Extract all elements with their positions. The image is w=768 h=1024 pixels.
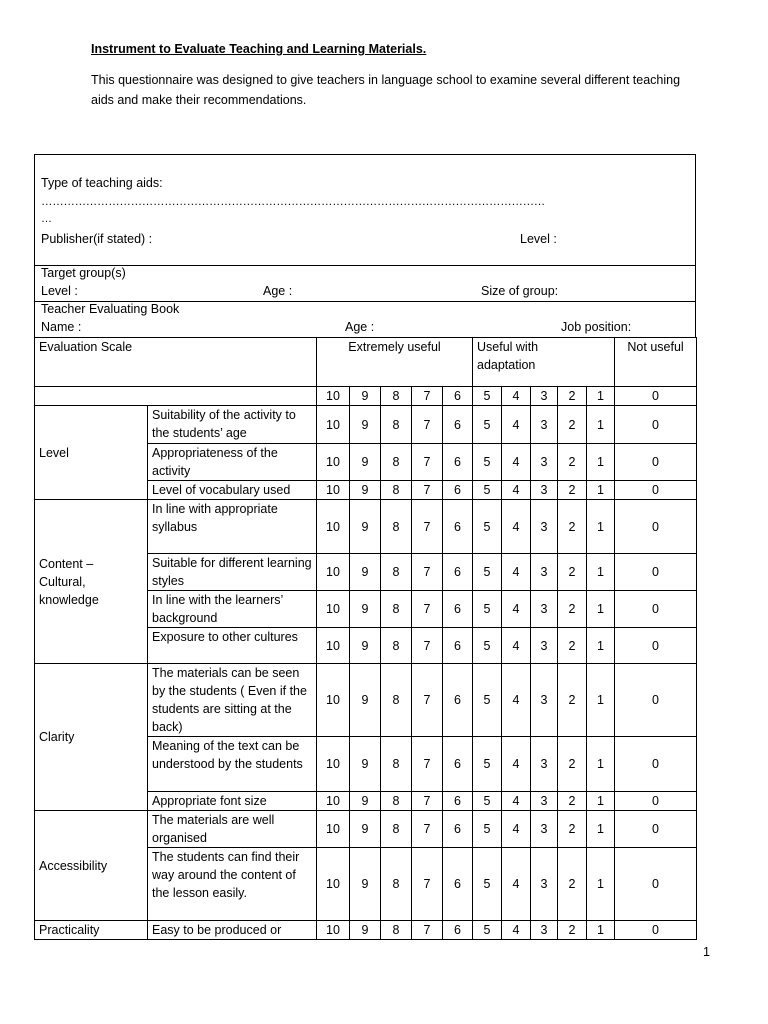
rating-cell[interactable]: 10 — [317, 406, 350, 444]
rating-cell[interactable]: 0 — [615, 591, 697, 628]
rating-cell[interactable]: 7 — [412, 444, 443, 481]
rating-cell[interactable]: 8 — [381, 792, 412, 811]
rating-cell[interactable]: 4 — [502, 628, 531, 664]
teaching-aid-header-box — [34, 154, 696, 266]
rating-cell[interactable]: 8 — [381, 664, 412, 737]
rating-cell[interactable]: 2 — [558, 737, 587, 792]
rating-cell[interactable]: 7 — [412, 792, 443, 811]
rating-cell[interactable]: 3 — [531, 481, 558, 500]
rating-cell[interactable]: 4 — [502, 848, 531, 921]
scale-number: 6 — [443, 387, 473, 406]
rating-cell[interactable]: 7 — [412, 406, 443, 444]
category-cell: Accessibility — [35, 811, 148, 921]
scale-header-row — [35, 338, 697, 387]
rating-cell[interactable]: 2 — [558, 500, 587, 554]
evaluation-scale-label: Evaluation Scale — [35, 338, 317, 387]
rating-cell[interactable]: 0 — [615, 444, 697, 481]
scale-number: 3 — [531, 387, 558, 406]
rating-cell[interactable]: 5 — [473, 737, 502, 792]
rating-cell[interactable]: 2 — [558, 628, 587, 664]
rating-cell[interactable]: 7 — [412, 481, 443, 500]
rating-cell[interactable]: 8 — [381, 628, 412, 664]
scale-number: 2 — [558, 387, 587, 406]
rating-cell[interactable]: 10 — [317, 481, 350, 500]
rating-cell[interactable]: 5 — [473, 811, 502, 848]
scale-number: 0 — [615, 387, 697, 406]
rating-cell[interactable]: 5 — [473, 554, 502, 591]
rating-cell[interactable]: 8 — [381, 500, 412, 554]
rating-cell[interactable]: 8 — [381, 406, 412, 444]
rating-cell[interactable]: 9 — [350, 406, 381, 444]
rating-cell[interactable]: 1 — [587, 591, 615, 628]
rating-cell[interactable]: 3 — [531, 628, 558, 664]
rating-cell[interactable]: 4 — [502, 554, 531, 591]
rating-cell[interactable]: 3 — [531, 664, 558, 737]
rating-cell[interactable]: 6 — [443, 811, 473, 848]
rating-cell[interactable]: 0 — [615, 406, 697, 444]
rating-cell[interactable]: 8 — [381, 481, 412, 500]
teacher-box — [34, 301, 696, 338]
criterion-cell: The students can find their way around the content of the lesson easily. — [148, 848, 317, 921]
group-size-label: Size of group: — [481, 284, 559, 298]
rating-cell[interactable]: 3 — [531, 921, 558, 940]
rating-cell[interactable]: 9 — [350, 737, 381, 792]
rating-cell[interactable]: 9 — [350, 500, 381, 554]
rating-cell[interactable]: 7 — [412, 848, 443, 921]
rating-cell[interactable]: 4 — [502, 737, 531, 792]
dotted-line-continuation: … — [41, 213, 52, 225]
rating-cell[interactable]: 0 — [615, 921, 697, 940]
rating-cell[interactable]: 4 — [502, 444, 531, 481]
rating-cell[interactable]: 8 — [381, 811, 412, 848]
criterion-cell: Meaning of the text can be understood by the students — [148, 737, 317, 792]
rating-cell[interactable]: 1 — [587, 664, 615, 737]
dotted-line: ……………………………………………………………………………………………………………………… — [41, 196, 546, 208]
rating-cell[interactable]: 8 — [381, 591, 412, 628]
rating-cell[interactable]: 9 — [350, 591, 381, 628]
rating-cell[interactable]: 6 — [443, 500, 473, 554]
rating-cell[interactable]: 7 — [412, 591, 443, 628]
rating-cell[interactable]: 2 — [558, 811, 587, 848]
rating-cell[interactable]: 8 — [381, 554, 412, 591]
rating-cell[interactable]: 2 — [558, 792, 587, 811]
rating-cell[interactable]: 4 — [502, 664, 531, 737]
document-title: Instrument to Evaluate Teaching and Learning Materials. — [91, 42, 427, 56]
rating-cell[interactable]: 5 — [473, 406, 502, 444]
criterion-row — [35, 406, 697, 444]
scale-number: 1 — [587, 387, 615, 406]
rating-cell[interactable]: 9 — [350, 848, 381, 921]
rating-cell[interactable]: 3 — [531, 792, 558, 811]
rating-cell[interactable]: 9 — [350, 554, 381, 591]
page-number: 1 — [703, 945, 710, 959]
rating-cell[interactable]: 4 — [502, 500, 531, 554]
rating-cell[interactable]: 0 — [615, 811, 697, 848]
rating-cell[interactable]: 6 — [443, 792, 473, 811]
rating-cell[interactable]: 3 — [531, 406, 558, 444]
rating-cell[interactable]: 10 — [317, 921, 350, 940]
rating-cell[interactable]: 7 — [412, 664, 443, 737]
rating-cell[interactable]: 7 — [412, 811, 443, 848]
criterion-cell: In line with appropriate syllabus — [148, 500, 317, 554]
rating-cell[interactable]: 4 — [502, 591, 531, 628]
teacher-title: Teacher Evaluating Book — [41, 302, 180, 316]
rating-cell[interactable]: 6 — [443, 481, 473, 500]
rating-cell[interactable]: 5 — [473, 481, 502, 500]
rating-cell[interactable]: 10 — [317, 591, 350, 628]
rating-cell[interactable]: 6 — [443, 664, 473, 737]
rating-cell[interactable]: 1 — [587, 406, 615, 444]
rating-cell[interactable]: 10 — [317, 811, 350, 848]
rating-cell[interactable]: 9 — [350, 664, 381, 737]
rating-cell[interactable]: 4 — [502, 921, 531, 940]
rating-cell[interactable]: 0 — [615, 628, 697, 664]
rating-cell[interactable]: 0 — [615, 554, 697, 591]
criterion-cell: The materials are well organised — [148, 811, 317, 848]
scale-number-row — [35, 387, 697, 406]
rating-cell[interactable]: 3 — [531, 848, 558, 921]
rating-cell[interactable]: 3 — [531, 500, 558, 554]
rating-cell[interactable]: 7 — [412, 628, 443, 664]
rating-cell[interactable]: 0 — [615, 500, 697, 554]
target-age-label: Age : — [263, 284, 293, 298]
rating-cell[interactable]: 4 — [502, 811, 531, 848]
rating-cell[interactable]: 10 — [317, 628, 350, 664]
rating-cell[interactable]: 1 — [587, 921, 615, 940]
rating-cell[interactable]: 10 — [317, 792, 350, 811]
rating-cell[interactable]: 6 — [443, 921, 473, 940]
rating-cell[interactable]: 5 — [473, 921, 502, 940]
scale-number: 9 — [350, 387, 381, 406]
rating-cell[interactable]: 4 — [502, 481, 531, 500]
rating-cell[interactable]: 3 — [531, 737, 558, 792]
useful-with-adaptation-header: Useful with adaptation — [473, 338, 615, 387]
intro-paragraph: This questionnaire was designed to give teachers in language school to examine several different teaching aids and make their recommendations. — [91, 73, 681, 107]
rating-cell[interactable]: 10 — [317, 500, 350, 554]
rating-cell[interactable]: 10 — [317, 848, 350, 921]
rating-cell[interactable]: 0 — [615, 481, 697, 500]
rating-cell[interactable]: 3 — [531, 811, 558, 848]
extremely-useful-header: Extremely useful — [317, 338, 473, 387]
not-useful-header: Not useful — [615, 338, 697, 387]
criterion-cell: The materials can be seen by the students ( Even if the students are sitting at the back) — [148, 664, 317, 737]
blank-cell — [35, 387, 317, 406]
target-group-box — [34, 265, 696, 302]
criterion-row — [35, 500, 697, 554]
publisher-label: Publisher(if stated) : — [41, 232, 153, 246]
scale-number: 8 — [381, 387, 412, 406]
scale-number: 4 — [502, 387, 531, 406]
rating-cell[interactable]: 9 — [350, 921, 381, 940]
rating-cell[interactable]: 5 — [473, 628, 502, 664]
rating-cell[interactable]: 6 — [443, 444, 473, 481]
scale-number: 10 — [317, 387, 350, 406]
teacher-age-label: Age : — [345, 320, 375, 334]
rating-cell[interactable]: 5 — [473, 591, 502, 628]
rating-cell[interactable]: 9 — [350, 811, 381, 848]
job-position-label: Job position: — [561, 320, 632, 334]
criterion-cell: Suitability of the activity to the students’ age — [148, 406, 317, 444]
criterion-cell: Exposure to other cultures — [148, 628, 317, 664]
rating-cell[interactable]: 0 — [615, 737, 697, 792]
rating-cell[interactable]: 7 — [412, 554, 443, 591]
rating-cell[interactable]: 9 — [350, 792, 381, 811]
rating-cell[interactable]: 9 — [350, 444, 381, 481]
rating-cell[interactable]: 5 — [473, 500, 502, 554]
rating-cell[interactable]: 3 — [531, 591, 558, 628]
category-cell: Clarity — [35, 664, 148, 811]
target-group-title: Target group(s) — [41, 266, 126, 280]
category-cell: Content – Cultural, knowledge — [35, 500, 148, 664]
rating-cell[interactable]: 6 — [443, 628, 473, 664]
rating-cell[interactable]: 8 — [381, 444, 412, 481]
criterion-row — [35, 921, 697, 940]
rating-cell[interactable]: 10 — [317, 737, 350, 792]
rating-cell[interactable]: 3 — [531, 554, 558, 591]
rating-cell[interactable]: 4 — [502, 406, 531, 444]
category-cell: Level — [35, 406, 148, 500]
rating-cell[interactable]: 10 — [317, 664, 350, 737]
rating-cell[interactable]: 6 — [443, 554, 473, 591]
rating-cell[interactable]: 1 — [587, 811, 615, 848]
scale-number: 5 — [473, 387, 502, 406]
target-level-label: Level : — [41, 284, 78, 298]
rating-cell[interactable]: 1 — [587, 444, 615, 481]
rating-cell[interactable]: 0 — [615, 792, 697, 811]
rating-cell[interactable]: 2 — [558, 481, 587, 500]
criterion-cell: Suitable for different learning styles — [148, 554, 317, 591]
rating-cell[interactable]: 3 — [531, 444, 558, 481]
rating-cell[interactable]: 10 — [317, 444, 350, 481]
rating-cell[interactable]: 2 — [558, 921, 587, 940]
rating-cell[interactable]: 1 — [587, 554, 615, 591]
rating-cell[interactable]: 2 — [558, 444, 587, 481]
rating-cell[interactable]: 2 — [558, 591, 587, 628]
rating-cell[interactable]: 2 — [558, 406, 587, 444]
criterion-cell: Appropriateness of the activity — [148, 444, 317, 481]
evaluation-table — [34, 337, 697, 940]
criterion-cell: In line with the learners’ background — [148, 591, 317, 628]
rating-cell[interactable]: 6 — [443, 848, 473, 921]
criterion-cell: Appropriate font size — [148, 792, 317, 811]
rating-cell[interactable]: 6 — [443, 737, 473, 792]
rating-cell[interactable]: 10 — [317, 554, 350, 591]
criterion-cell: Easy to be produced or — [148, 921, 317, 940]
category-cell: Practicality — [35, 921, 148, 940]
rating-cell[interactable]: 8 — [381, 921, 412, 940]
type-of-teaching-aids-label: Type of teaching aids: — [41, 176, 163, 190]
rating-cell[interactable]: 5 — [473, 848, 502, 921]
rating-cell[interactable]: 5 — [473, 792, 502, 811]
rating-cell[interactable]: 1 — [587, 848, 615, 921]
rating-cell[interactable]: 2 — [558, 554, 587, 591]
criterion-row — [35, 811, 697, 848]
rating-cell[interactable]: 7 — [412, 921, 443, 940]
rating-cell[interactable]: 6 — [443, 591, 473, 628]
rating-cell[interactable]: 1 — [587, 500, 615, 554]
rating-cell[interactable]: 1 — [587, 792, 615, 811]
rating-cell[interactable]: 0 — [615, 848, 697, 921]
rating-cell[interactable]: 5 — [473, 444, 502, 481]
criterion-cell: Level of vocabulary used — [148, 481, 317, 500]
scale-number: 7 — [412, 387, 443, 406]
rating-cell[interactable]: 2 — [558, 848, 587, 921]
rating-cell[interactable]: 7 — [412, 737, 443, 792]
rating-cell[interactable]: 8 — [381, 848, 412, 921]
rating-cell[interactable]: 1 — [587, 628, 615, 664]
rating-cell[interactable]: 9 — [350, 628, 381, 664]
rating-cell[interactable]: 0 — [615, 664, 697, 737]
rating-cell[interactable]: 8 — [381, 737, 412, 792]
rating-cell[interactable]: 2 — [558, 664, 587, 737]
rating-cell[interactable]: 5 — [473, 664, 502, 737]
criterion-row — [35, 664, 697, 737]
teacher-name-label: Name : — [41, 320, 82, 334]
rating-cell[interactable]: 9 — [350, 481, 381, 500]
header-level-label: Level : — [520, 232, 557, 246]
rating-cell[interactable]: 1 — [587, 737, 615, 792]
rating-cell[interactable]: 4 — [502, 792, 531, 811]
rating-cell[interactable]: 7 — [412, 500, 443, 554]
rating-cell[interactable]: 1 — [587, 481, 615, 500]
rating-cell[interactable]: 6 — [443, 406, 473, 444]
